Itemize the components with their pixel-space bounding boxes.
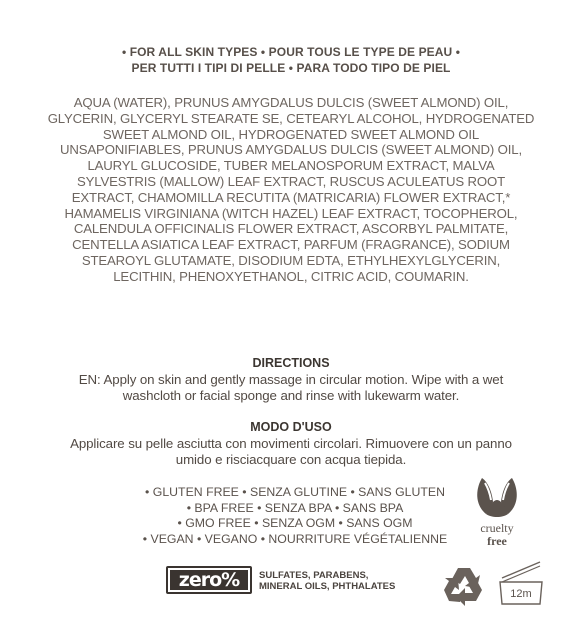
- ingredient-line: HAMAMELIS VIRGINIANA (WITCH HAZEL) LEAF EXTRACT, TOCOPHEROL,: [64, 205, 518, 221]
- zero-claims: [259, 570, 395, 592]
- cruelty-label: cruelty: [480, 521, 514, 535]
- zero-logo-text: zero%: [178, 569, 240, 591]
- modo-uso-line: umido e risciacquare con acqua tiepida.: [175, 452, 407, 467]
- ingredient-line: CENTELLA ASIATICA LEAF EXTRACT, PARFUM (FRAGRANCE), SODIUM: [72, 237, 510, 253]
- cruelty-free-badge: [468, 474, 526, 552]
- zero-claim-line: MINERAL OILS, PHTHALATES: [259, 581, 396, 592]
- skin-types-line: PER TUTTI I TIPI DI PELLE • PARA TODO TIPO DE PIEL: [131, 61, 451, 75]
- ingredient-line: EXTRACT, CHAMOMILLA RECUTITA (MATRICARIA) FLOWER EXTRACT,*: [71, 189, 511, 205]
- zero-claim-line: SULFATES, PARABENS,: [259, 570, 369, 581]
- ingredient-line: LAURYL GLUCOSIDE, TUBER MELANOSPORUM EXTRACT, MALVA: [87, 158, 495, 174]
- ingredient-line: GLYCERIN, GLYCERYL STEARATE SE, CETEARYL ALCOHOL, HYDROGENATED: [47, 110, 535, 126]
- modo-uso-line: Applicare su pelle asciutta con movimenti circolari. Rimuovere con un panno: [70, 436, 512, 451]
- free-from-line: • VEGAN • VEGANO • NOURRITURE VÉGÉTALIENNE: [142, 531, 448, 546]
- directions-line: EN: Apply on skin and gently massage in circular motion. Wipe with a wet: [78, 372, 504, 387]
- ingredient-list: [0, 95, 582, 285]
- zero-percent-logo: [166, 566, 252, 594]
- ingredient-line: STEAROYL GLUTAMATE, DISODIUM EDTA, ETHYLHEXYLGLYCERIN,: [81, 252, 501, 268]
- bunny-icon: [468, 474, 526, 520]
- ingredient-line: CALENDULA OFFICINALIS FLOWER EXTRACT, ASCORBYL PALMITATE,: [73, 221, 509, 237]
- ingredient-line: UNSAPONIFIABLES, PRUNUS AMYGDALUS DULCIS (SWEET ALMOND) OIL,: [60, 142, 522, 158]
- ingredient-line: AQUA (WATER), PRUNUS AMYGDALUS DULCIS (SWEET ALMOND) OIL,: [73, 95, 509, 110]
- recycle-icon: [441, 564, 487, 608]
- pao-label: 12m: [510, 588, 532, 600]
- modo-uso-text: [0, 436, 582, 468]
- free-from-line: • BPA FREE • SENZA BPA • SANS BPA: [186, 500, 404, 515]
- directions-line: washcloth or facial sponge and rinse with lukewarm water.: [122, 388, 460, 403]
- modo-uso-heading: MODO D'USO: [250, 420, 332, 434]
- free-from-list: [100, 485, 490, 547]
- directions-heading: DIRECTIONS: [252, 356, 330, 370]
- skin-types: [0, 44, 582, 76]
- open-jar-icon: [496, 558, 548, 608]
- free-from-line: • GLUTEN FREE • SENZA GLUTINE • SANS GLUTEN: [145, 485, 445, 499]
- ingredient-line: SYLVESTRIS (MALLOW) LEAF EXTRACT, RUSCUS ACULEATUS ROOT: [77, 173, 505, 189]
- ingredient-line: SWEET ALMOND OIL, HYDROGENATED SWEET ALMOND OIL: [102, 126, 480, 142]
- directions-text: [0, 372, 582, 404]
- skin-types-line: • FOR ALL SKIN TYPES • POUR TOUS LE TYPE DE PEAU •: [121, 45, 461, 59]
- free-from-line: • GMO FREE • SENZA OGM • SANS OGM: [177, 516, 413, 530]
- ingredient-line: LECITHIN, PHENOXYETHANOL, CITRIC ACID, COUMARIN.: [113, 268, 469, 284]
- pao-symbol: [496, 558, 548, 608]
- free-label: free: [487, 534, 507, 548]
